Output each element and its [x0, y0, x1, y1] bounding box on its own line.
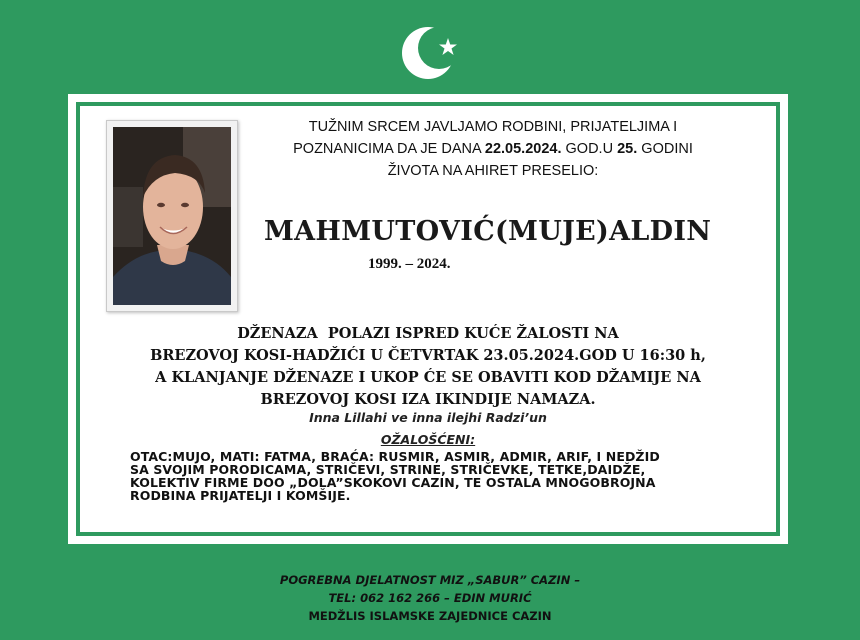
- intro-line-2-pre: POZNANICIMA DA JE DANA: [293, 141, 485, 157]
- footer-line-3: MEDŽLIS ISLAMSKE ZAJEDNICE CAZIN: [308, 609, 552, 623]
- funeral-service-footer: [0, 571, 860, 625]
- deceased-name: MAHMUTOVIĆ(MUJE)ALDIN: [264, 216, 712, 247]
- mourners-line: OTAC:MUJO, MATI: FATMA, BRAĆA: RUSMIR, ASMIR, ADMIR, ARIF, I NEDŽID: [130, 449, 660, 464]
- mourners-line: KOLEKTIV FIRME DOO „DOLA”SKOKOVI CAZIN, TE OSTALA MNOGOBROJNA: [130, 475, 656, 490]
- obituary-card: [68, 94, 788, 544]
- footer-line-1: POGREBNA DJELATNOST MIZ „SABUR” CAZIN –: [279, 573, 581, 587]
- intro-line-2: [283, 138, 703, 160]
- mourners-line: RODBINA PRIJATELJI I KOMŠIJE.: [130, 488, 351, 503]
- intro-line-1: TUŽNIM SRCEM JAVLJAMO RODBINI, PRIJATELJIMA I: [308, 119, 678, 135]
- mourners-line: SA SVOJIM PORODICAMA, STRIČEVI, STRINE, STRIČEVKE, TETKE,DAIDŽE,: [130, 462, 646, 477]
- announcement-intro: [283, 116, 703, 182]
- footer-phone: TEL: 062 162 266 – EDIN MURIĆ: [328, 591, 532, 605]
- mourners-list: [130, 450, 730, 502]
- life-years: 1999. – 2024.: [368, 256, 451, 272]
- date-of-death: 22.05.2024.: [484, 141, 562, 157]
- intro-line-3: ŽIVOTA NA AHIRET PRESELIO:: [387, 163, 599, 179]
- crescent-star-icon: [395, 18, 465, 88]
- funeral-details: [108, 323, 748, 411]
- age-value: 25.: [617, 141, 638, 157]
- mourners-title: OŽALOŠĆENI:: [380, 432, 476, 447]
- funeral-line-4: BREZOVOJ KOSI IZA IKINDIJE NAMAZA.: [260, 391, 596, 408]
- funeral-line-2: BREZOVOJ KOSI-HADŽIĆI U ČETVRTAK 23.05.2024.GOD U 16:30 h,: [150, 347, 706, 364]
- funeral-line-1: DŽENAZA POLAZI ISPRED KUĆE ŽALOSTI NA: [237, 325, 619, 342]
- prayer-text: Inna Lillahi ve inna ilejhi Radzi’un: [309, 410, 547, 425]
- funeral-line-3: A KLANJANJE DŽENAZE I UKOP ĆE SE OBAVITI KOD DŽAMIJE NA: [155, 369, 701, 386]
- deceased-photo-frame: [106, 120, 238, 312]
- intro-line-2-mid: GOD.U: [561, 141, 618, 157]
- deceased-photo: [113, 127, 231, 305]
- intro-line-2-post: GODINI: [637, 141, 693, 157]
